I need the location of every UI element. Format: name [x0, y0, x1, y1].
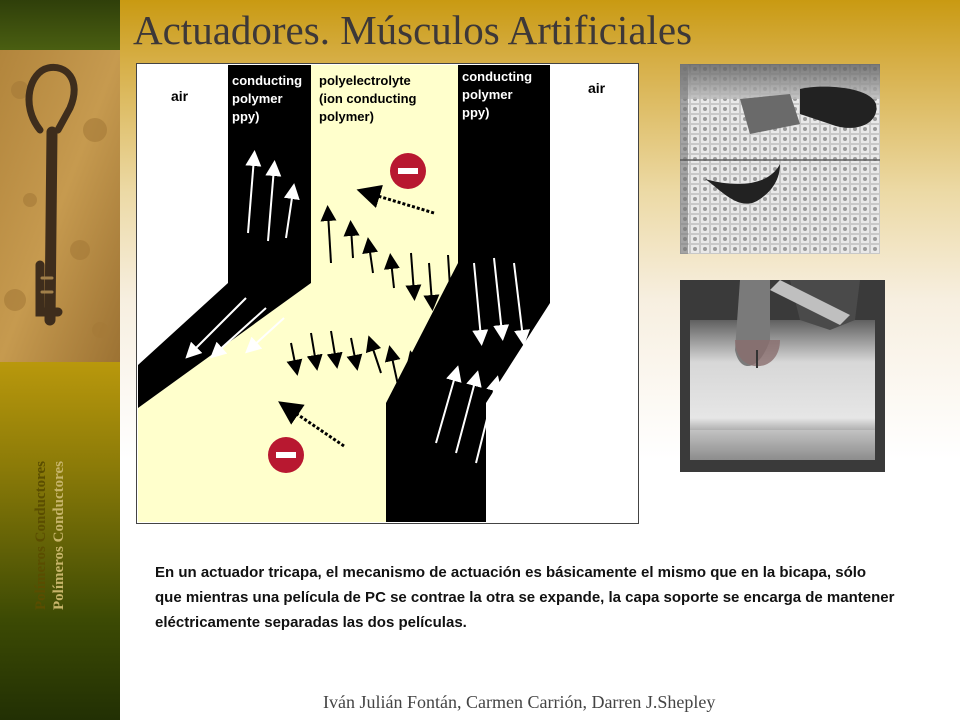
sidebar-vertical-text: [32, 350, 72, 610]
electrolyte-label-3: polymer): [319, 109, 374, 124]
left-polymer-label-3: ppy): [232, 109, 260, 124]
left-polymer-label-1: conducting: [232, 73, 303, 88]
right-polymer-label-3: ppy): [462, 105, 490, 120]
sidebar: [0, 0, 120, 720]
actuator-photo-top: [680, 64, 880, 254]
air-right-label: air: [588, 80, 606, 96]
air-left-label: air: [171, 88, 189, 104]
slide-title: Actuadores. Músculos Artificiales: [133, 7, 693, 53]
actuator-photo-bottom: [680, 280, 885, 472]
sidebar-text-light: Polímeros Conductores: [51, 460, 67, 610]
anion-bottom: [268, 437, 304, 473]
anion-top: [390, 153, 426, 189]
slide-footer: Iván Julián Fontán, Carmen Carrión, Darren J.Shepley: [323, 692, 716, 712]
right-polymer-label-2: polymer: [462, 87, 513, 102]
trilayer-actuator-diagram: [136, 63, 639, 524]
electrolyte-label-1: polyelectrolyte: [319, 73, 411, 88]
key-photo: [0, 50, 120, 362]
electrolyte-label-2: (ion conducting: [319, 91, 417, 106]
right-polymer-label-1: conducting: [462, 69, 533, 84]
sidebar-text-dark: Polímeros Conductores: [33, 460, 49, 610]
slide-description: En un actuador tricapa, el mecanismo de actuación es básicamente el mismo que en la bicapa, sólo que mientras una película de PC se contrae la otra se expande, la capa soporte se encarga de mantener eléctricamente separadas las dos películas.: [155, 564, 895, 631]
left-polymer-label-2: polymer: [232, 91, 283, 106]
